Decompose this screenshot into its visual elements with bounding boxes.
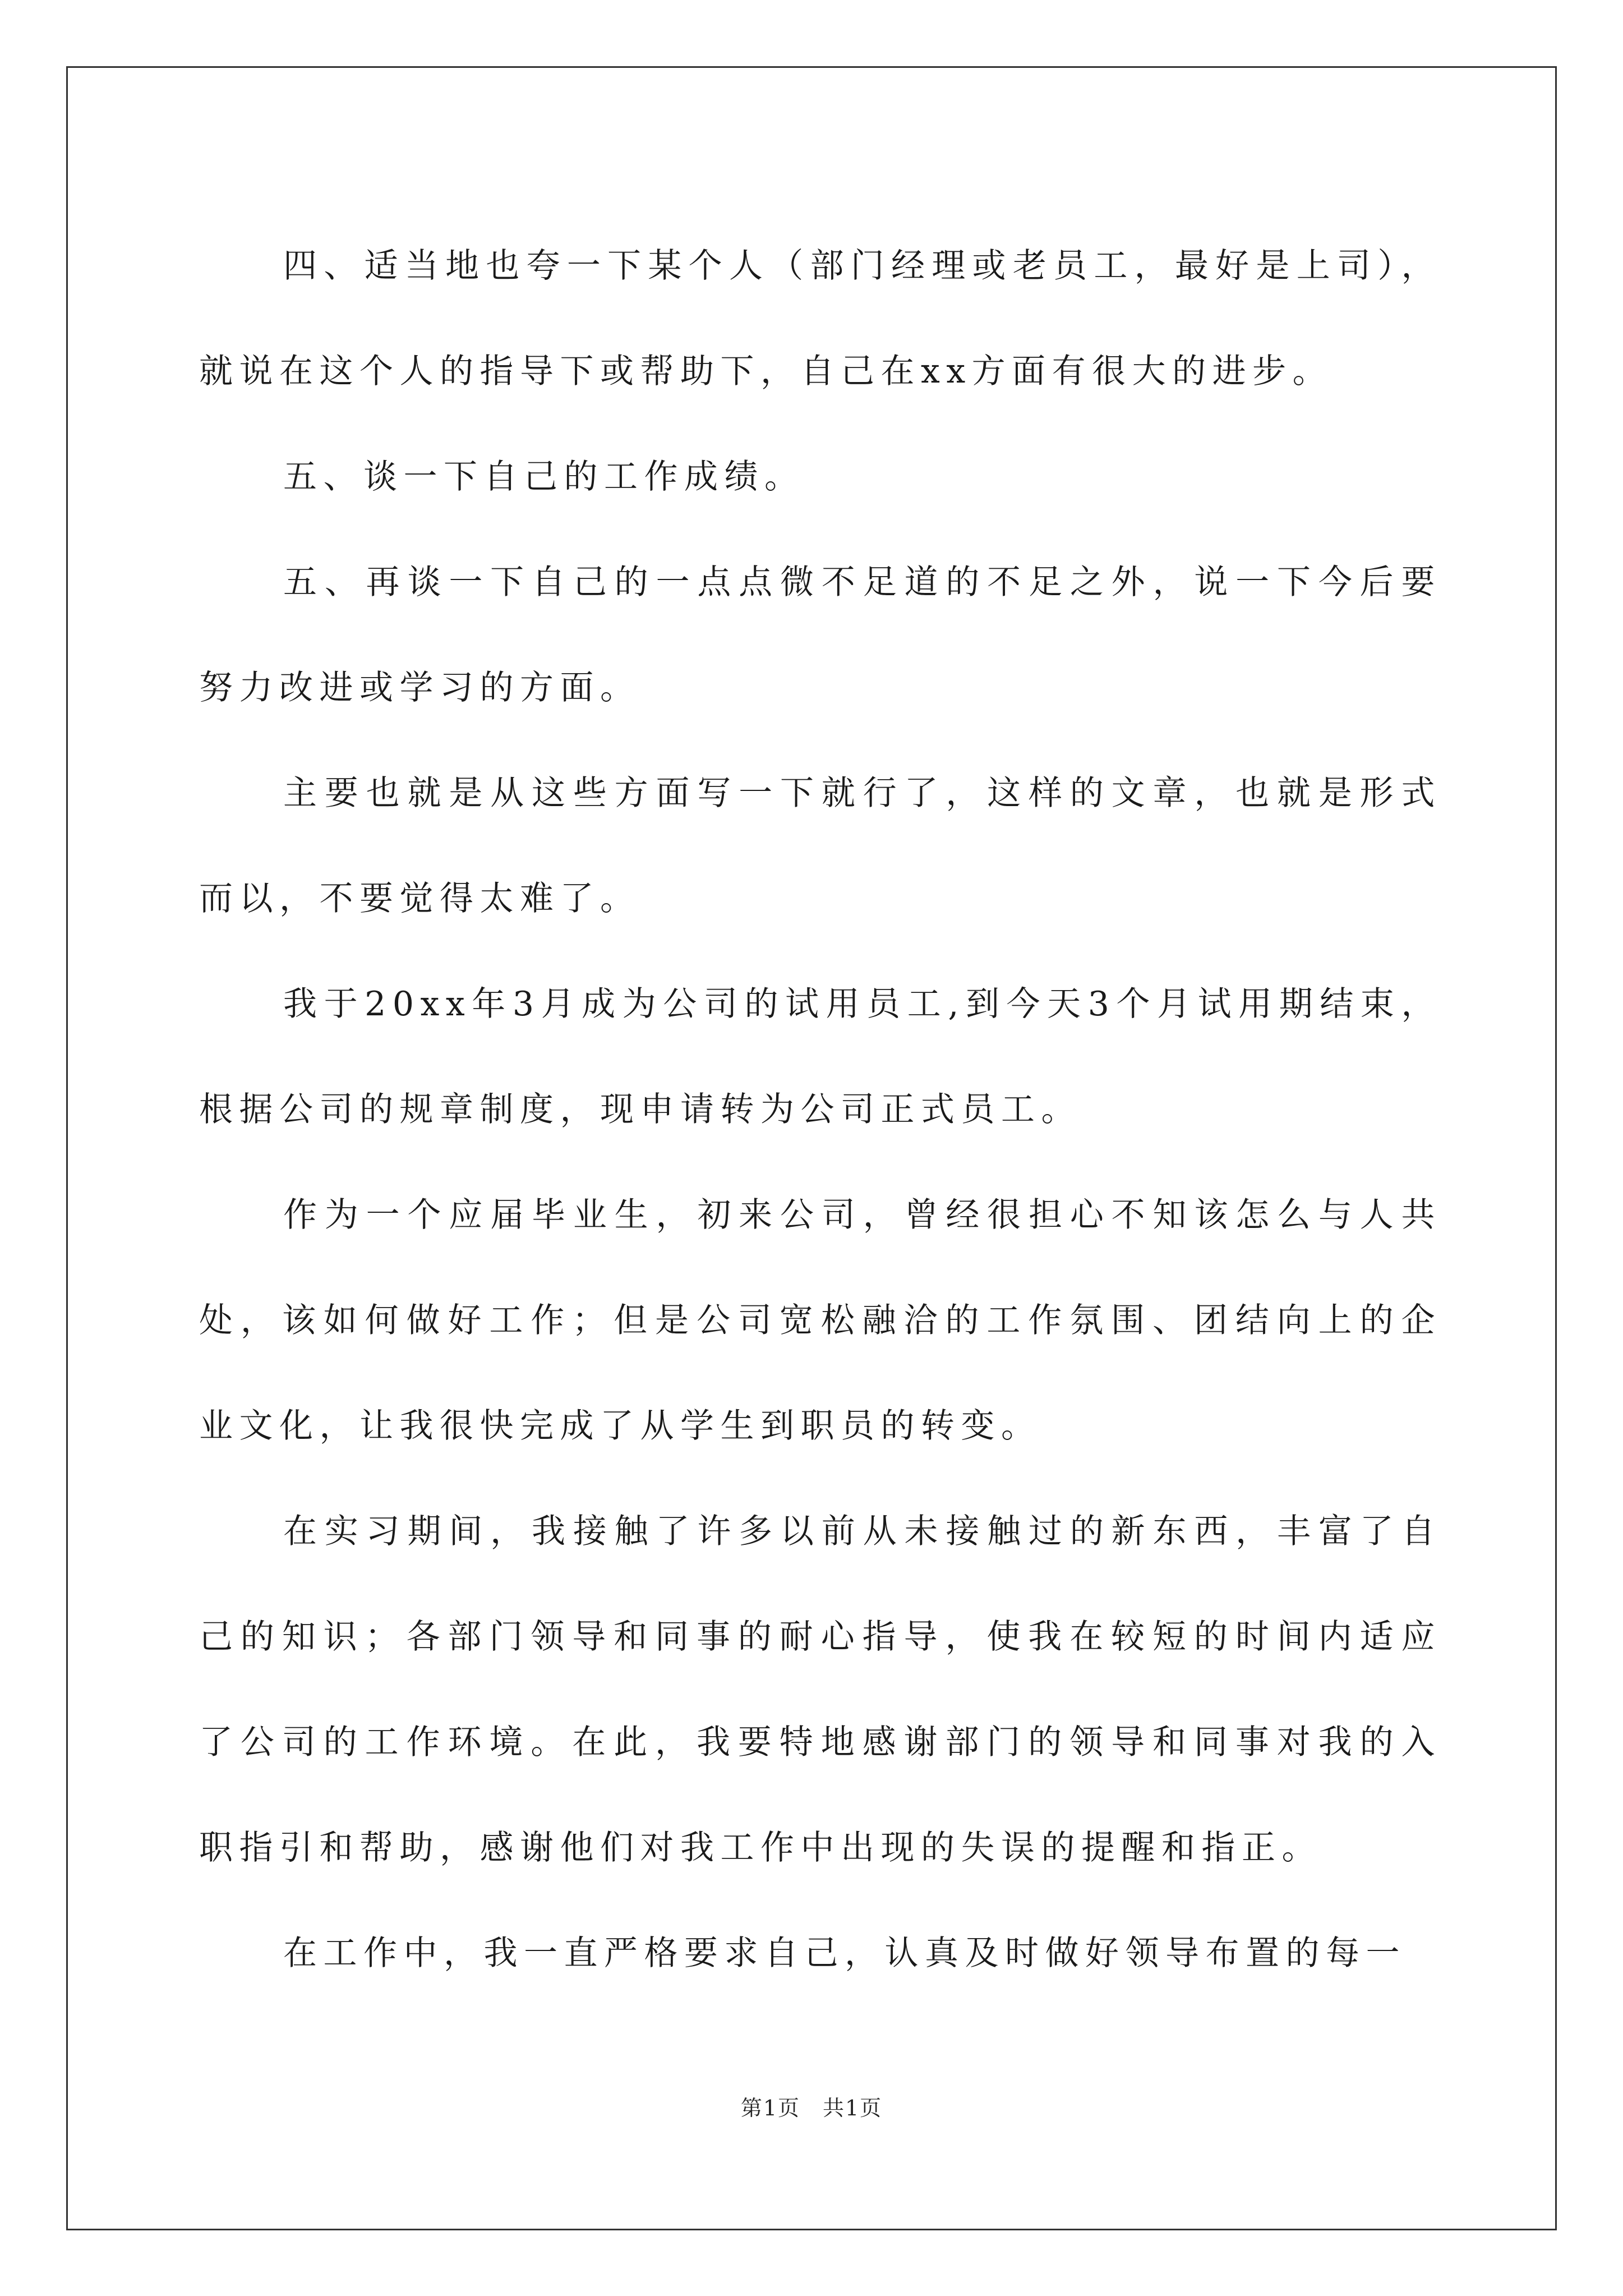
paragraph: 在实习期间，我接触了许多以前从未接触过的新东西，丰富了自己的知识；各部门领导和同事的耐心指导，使我在较短的时间内适应了公司的工作环境。在此，我要特地感谢部门的领导和同事对我的入职指引和帮助，感谢他们对我工作中出现的失误的提醒和指正。 (199, 1512, 1441, 1867)
paragraph: 在工作中，我一直严格要求自己，认真及时做好领导布置的每一 (283, 1934, 1406, 1973)
paragraph: 主要也就是从这些方面写一下就行了，这样的文章，也就是形式而以，不要觉得太难了。 (199, 774, 1441, 918)
page-total: 共1页 (823, 2096, 883, 2120)
paragraph: 五、再谈一下自己的一点点微不足道的不足之外，说一下今后要努力改进或学习的方面。 (199, 563, 1441, 707)
paragraph: 我于20xx年3月成为公司的试用员工,到今天3个月试用期结束，根据公司的规章制度，现申请转为公司正式员工。 (199, 984, 1441, 1129)
paragraph: 五、谈一下自己的工作成绩。 (283, 457, 805, 496)
page-footer (0, 2094, 1623, 2122)
document-body (199, 213, 1441, 2006)
paragraph: 四、适当地也夸一下某个人（部门经理或老员工，最好是上司），就说在这个人的指导下或帮助下，自己在xx方面有很大的进步。 (199, 246, 1441, 391)
page-number: 第1页 (740, 2096, 800, 2120)
paragraph: 作为一个应届毕业生，初来公司，曾经很担心不知该怎么与人共处，该如何做好工作；但是公司宽松融洽的工作氛围、团结向上的企业文化，让我很快完成了从学生到职员的转变。 (199, 1195, 1441, 1446)
